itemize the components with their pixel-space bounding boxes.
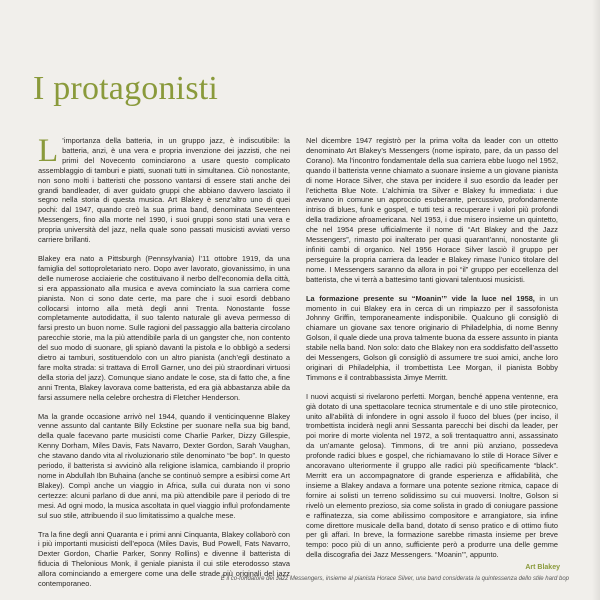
paragraph: Tra la fine degli anni Quaranta e i primi anni Cinquanta, Blakey collaborò con i più importanti musicisti dell’epoca (Miles Davis, Bud Powell, Fats Navarro, Dexter Gordon, Charlie Parker, Sonny Rollins) e divenne il batterista di fiducia di Thelonious Monk, il geniale pianista il cui stile eterodosso stava allora cominciando a emergere come una delle strade più originali del jazz contemporaneo.	[38, 529, 290, 589]
paragraph: Nel dicembre 1947 registrò per la prima volta da leader con un ottetto denominato Art Blakey’s Messengers (nome ispirato, pare, da un passo del Corano). Ma l’incontro fondamentale della sua carriera ebbe luogo nel 1952, quando il batterista venne chiamato a suonare insieme a un giovane pianista di nome Horace Silver, che stava per incidere il suo esordio da leader per l’etichetta Blue Note. L’alchimia tra Silver e Blakey fu immediata: i due avevano in comune un approccio esuberante, percussivo, profondamente intriso di blues, funk e gospel, e tutti tesi a recuperare i valori più profondi della tradizione afroamericana. Nel 1953, i due misero insieme un quintetto, che nel 1954 prese ufficialmente il nome di “Art Blakey and the Jazz Messengers”, rimasto poi inalterato per quasi quarant’anni, nonostante gli infiniti cambi di organico. Nel 1956 Horace Silver lasciò il gruppo per perseguire la propria carriera da leader e Blakey rimase l’unico titolare del nome. I Messengers saranno da allora in poi “il” gruppo per eccellenza del batterista, che vi terrà a battesimo tanti giovani talentuosi musicisti.	[306, 136, 558, 284]
caption-title: Art Blakey	[525, 564, 560, 571]
drop-cap: L	[38, 133, 59, 169]
paragraph: Blakey era nato a Pittsburgh (Pennsylvania) l’11 ottobre 1919, da una famiglia del sottoproletariato nero. Dopo aver lavorato, giovanissimo, in una delle numerose acciaierie che costituivano il nerbo dell’economia della città, si era appassionato alla musica e aveva cominciato la sua carriera come pianista. Non ci sono date certe, ma pare che i suoi esordi debbano collocarsi intorno alla metà degli anni Trenta. Nonostante fosse completamente autodidatta, il suo talento naturale gli aveva permesso di farsi presto un buon nome. Sulle ragioni del passaggio alla batteria circolano parecchie storie, ma la più attendibile parla di un gangster che, non contento del suo modo di suonare, gli spianò davanti la pistola e lo obbligò a sedersi dietro ai tamburi, sostituendolo con un altro pianista (anch’egli destinato a fare molta strada: si trattava di Erroll Garner, uno dei più straordinari virtuosi della storia del jazz). Comunque siano andate le cose, sta di fatto che, a fine anni Trenta, Blakey lavorava come batterista, ed era già abbastanza abile da farsi assumere nella celebre orchestra di Fletcher Henderson.	[38, 253, 290, 402]
paragraph: I nuovi acquisti si rivelarono perfetti. Morgan, benché appena ventenne, era già dotato di una spettacolare tecnica strumentale e di uno stile pirotecnico, unito all’abilità di infondere in ogni assolo il fuoco del blues (per inciso, il trombettista inciderà negli anni Sessanta parecchi bei dischi da leader, per poi morire di morte violenta nel 1972, a soli trentaquattro anni, assassinato da un’amante gelosa). Timmons, di tre anni più anziano, possedeva profonde radici blues e gospel, che richiamavano lo stile di Horace Silver e ancoravano ulteriormente il gruppo alle radici più specificamente “black”. Merritt era un accompagnatore di grande esperienza e affidabilità, che insieme a Blakey andava a formare una potente sezione ritmica, capace di fornire ai solisti un terreno solidissimo su cui muoversi. Inoltre, Golson si rivelò un elemento prezioso, sia come solista in grado di coniugare passione e raffinatezza, sia come abilissimo compositore e arrangiatore, sia infine come direttore musicale della band, dotato di senso pratico e di ottimo fiuto per gli affari. In breve, la formazione sarebbe rimasta insieme per breve tempo: poco più di un anno, sufficiente però a produrre una delle gemme della discografia dei Jazz Messengers. “Moanin’”, appunto.	[306, 391, 558, 560]
left-column	[38, 133, 290, 598]
caption: È il co-fondatore dei Jazz Messengers, insieme al pianista Horace Silver, una band considerata la quintessenza dello stile hard bop	[220, 576, 569, 582]
paragraph-lead: La formazione presente su “Moanin’” vide la luce nel 1958,	[306, 293, 535, 303]
paragraph	[306, 294, 558, 383]
paragraph	[38, 133, 290, 245]
paragraph: Ma la grande occasione arrivò nel 1944, quando il venticinquenne Blakey venne assunto dal cantante Billy Eckstine per suonare nella sua big band, della quale facevano parte musicisti come Charlie Parker, Dizzy Gillespie, Kenny Dorham, Miles Davis, Fats Navarro, Dexter Gordon, Sarah Vaughan, che stavano dando vita al rivoluzionario stile denominato “be bop”. In questo periodo, il batterista si avvicinò alla religione islamica, cambiando il proprio nome in Abdullah Ibn Buhaina (anche se continuò sempre a esibirsi come Art Blakey). Compì anche un viaggio in Africa, sulla cui durata non vi sono certezze: alcuni parlano di due anni, ma più attendibile pare il periodo di tre mesi. Ad ogni modo, la musica ascoltata in quel viaggio influì profondamente sul suo stile, attribuendo il suo limitatissimo a qualche mese.	[38, 411, 290, 520]
page-title: I protagonisti	[33, 70, 219, 107]
right-column	[306, 136, 558, 569]
paragraph-text: ’importanza della batteria, in un gruppo jazz, è indiscutibile: la batteria, anzi, è una vera e propria invenzione dei jazzisti, che nei primi del Novecento cominciarono a usare questo complicato assemblaggio di tamburi e piatti, suonati tutti in simultanea. Ciò nonostante, non sono molti i batteristi che possono vantarsi di essere stati anche dei grandi bandleader, di aver guidato gruppi che abbiano davvero lasciato il segno nella storia di questa musica. Art Blakey è senz’altro uno di quei pochi: dal 1947, quando creò la sua prima band, denominata Seventeen Messengers, fino alla morte nel 1990, i suoi gruppi sono stati una vera e propria università del jazz, nella quale sono passati musicisti avviati verso carriere brillanti.	[38, 136, 290, 245]
page-edge-shadow	[592, 0, 600, 600]
paragraph-text: in un momento in cui Blakey era in cerca di un rimpiazzo per il sassofonista Johnny Griffin, temporaneamente indisponibile. Qualcuno gli consigliò di chiamare un giovane sax tenore originario di Philadelphia, di nome Benny Golson, il quale diede una prova talmente buona da essere assunto in pianta stabile nella band. Non solo: dato che Blakey non era soddisfatto dell’assetto dei Messengers, Golson gli consigliò di assumere tre suoi amici, anche loro originari di Philadelphia, il trombettista Lee Morgan, il pianista Bobby Timmons e il contrabbassista Jimye Merritt.	[306, 293, 558, 382]
